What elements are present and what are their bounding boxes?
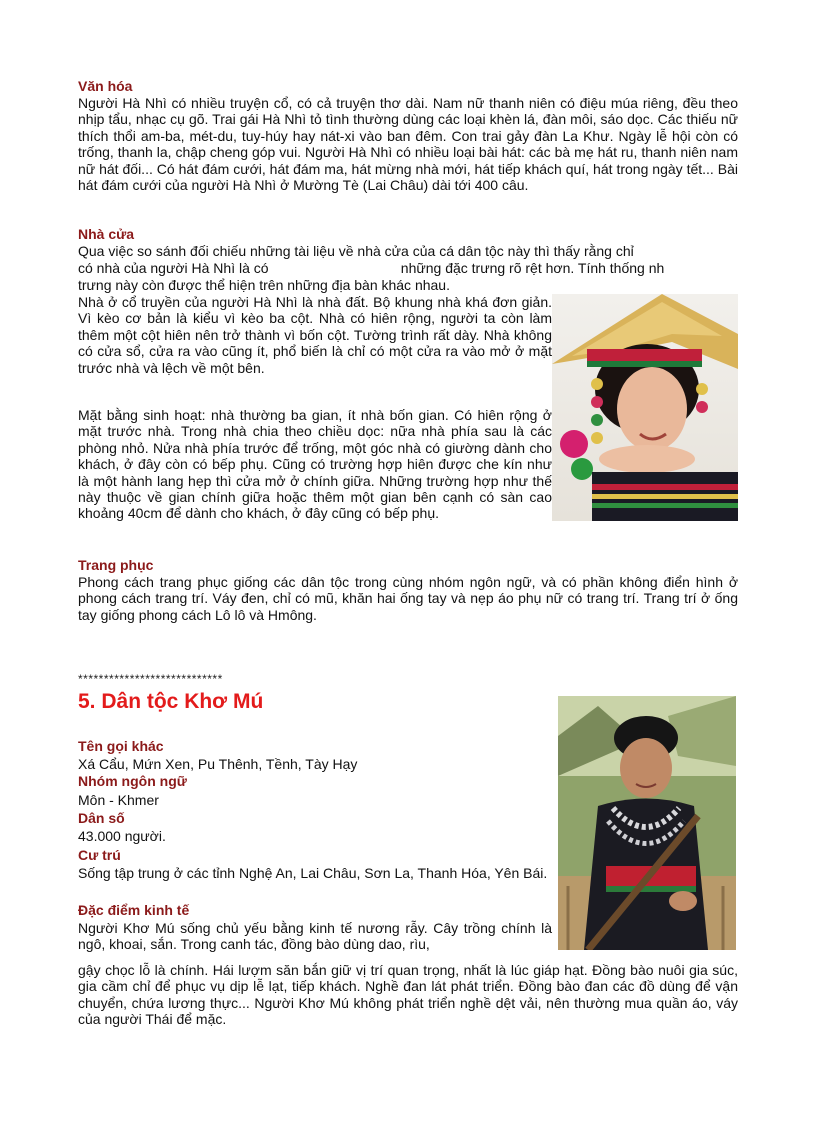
other-names-text: Xá Cẩu, Mứn Xen, Pu Thênh, Tềnh, Tày Hạy: [78, 756, 358, 772]
housing-intro-line-2: có nhà của người Hà Nhì là có những đặc trưng rõ rệt hơn. Tính thống nh: [78, 260, 665, 276]
language-text: Môn - Khmer: [78, 792, 159, 808]
population-heading: Dân số: [78, 810, 125, 826]
housing-intro-line-1: Qua việc so sánh đối chiếu những tài liệu về nhà cửa của cá dân tộc này thì thấy rằng chỉ: [78, 243, 634, 259]
culture-text: Người Hà Nhì có nhiều truyện cổ, có cả truyện thơ dài. Nam nữ thanh niên có điệu múa riêng, đều theo nhịp tẩu, nhạc cụ gõ. Trai gái Hà Nhì tỏ tình thường dùng các loại khèn lá, đàn môi, sáo dọc. Các thiếu nữ thích thổi am-ba, mét-du, tuy-húy hay nát-xi vào ban đêm. Con trai gảy đàn La Khư. Ngày lễ hội còn có trống, thanh la, chập cheng góp vui. Người Hà Nhì có nhiều loại bài hát: các bà mẹ hát ru, thanh niên nam nữ hát đối... Có hát đám cưới, hát đám ma, hát mừng nhà mới, hát tiếp khách quí, hát trong ngày tết... Bài hát đám cưới của người Hà Nhì ở Mường Tè (Lai Châu) dài tới 400 câu.: [78, 95, 738, 194]
other-names-heading: Tên gọi khác: [78, 738, 164, 754]
economy-text-wide: gậy chọc lỗ là chính. Hái lượm săn bắn giữ vị trí quan trọng, nhất là lúc giáp hạt. Đồng bào nuôi gia súc, gia cầm chỉ để phục vụ dịp lễ lạt, tiếp khách. Nghề đan lát phát triển. Đồng bào đan các đồ dùng để vận chuyển, chứa lương thực... Người Khơ Mú không phát triển nghề dệt vải, nên thường mua quần áo, váy của người Thái để mặc.: [78, 962, 738, 1028]
economy-text-narrow: Người Khơ Mú sống chủ yếu bằng kinh tế nương rẫy. Cây trồng chính là ngô, khoai, sắn. Trong canh tác, đồng bào dùng dao, rìu,: [78, 920, 552, 953]
language-heading: Nhóm ngôn ngữ: [78, 773, 187, 789]
section-title: 5. Dân tộc Khơ Mú: [78, 690, 264, 713]
separator: ****************************: [78, 672, 223, 686]
housing-intro-line-3: trưng này còn được thể hiện trên những địa bàn khác nhau.: [78, 277, 450, 293]
costume-heading: Trang phục: [78, 557, 154, 573]
residence-text: Sống tập trung ở các tỉnh Nghệ An, Lai Châu, Sơn La, Thanh Hóa, Yên Bái.: [78, 865, 548, 881]
costume-text: Phong cách trang phục giống các dân tộc trong cùng nhóm ngôn ngữ, và có phần không điển hình ở phong cách trang trí. Váy đen, chỉ có mũ, khăn hai ống tay và nẹp áo phụ nữ có trang trí. Trang trí ở ống tay giống phong cách Lô lô và Hmông.: [78, 574, 738, 623]
kho-mu-woman-photo: [558, 696, 736, 950]
residence-heading: Cư trú: [78, 847, 121, 863]
housing-para-1: Nhà ở cổ truyền của người Hà Nhì là nhà đất. Bộ khung nhà khá đơn giản. Vì kèo cơ bản là kiểu vì kèo ba cột. Nhà có hiên rộng, người ta còn làm thêm một cột hiên nên trở thành vì bốn cột. Tường trình rất dày. Nhà không có cửa sổ, cửa ra vào cũng ít, phổ biến là chỉ có một cửa ra vào mở ở mặt trước nhà và lệch về một bên.: [78, 294, 552, 376]
economy-heading: Đặc điểm kinh tế: [78, 902, 190, 918]
housing-heading: Nhà cửa: [78, 226, 135, 242]
housing-para-2: Mặt bằng sinh hoạt: nhà thường ba gian, ít nhà bốn gian. Có hiên rộng ở mặt trước nhà. Trong nhà chia theo chiều dọc: nữa nhà phía sau là các phòng nhỏ. Nửa nhà phía trước để trống, một góc nhà có giường dành cho khách, ở đây còn có bếp phụ. Cũng có trường hợp hiên được che kín như là một hành lang hẹp thì cửa mở ở chính giữa. Những trường hợp như thế này thuộc về gian chính giữa hoặc thêm một gian bên cạnh có sàn cao khoảng 40cm để dành cho khách, ở đây cũng có bếp phụ.: [78, 407, 552, 522]
population-text: 43.000 người.: [78, 828, 166, 844]
ha-nhi-woman-photo: [552, 294, 738, 521]
culture-heading: Văn hóa: [78, 78, 133, 94]
